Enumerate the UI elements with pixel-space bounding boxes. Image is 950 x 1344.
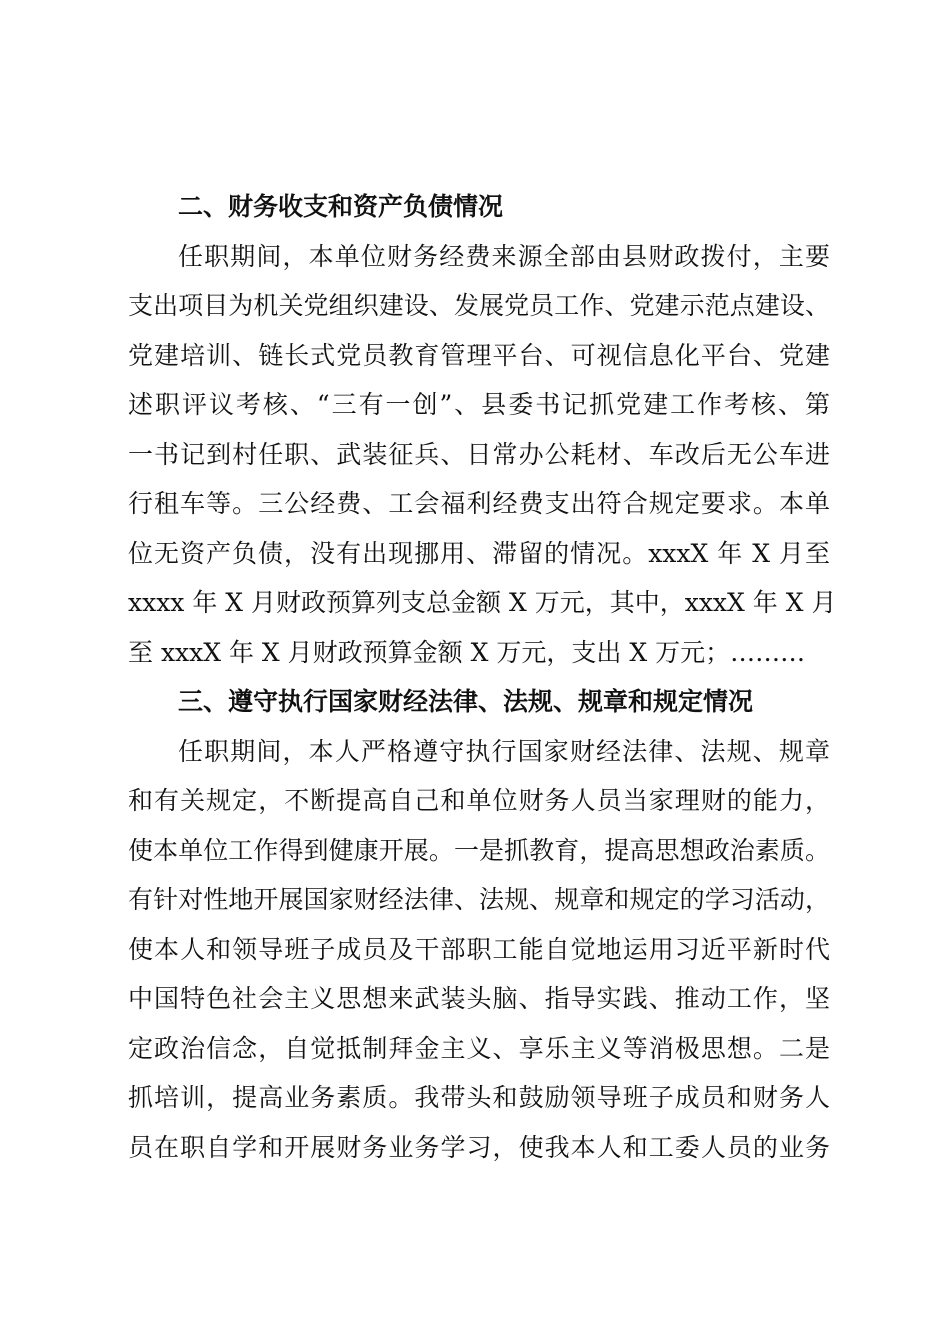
paragraph-line: 一书记到村任职、武装征兵、日常办公耗材、车改后无公车进 (128, 439, 830, 469)
paragraph-line: 行租车等。三公经费、工会福利经费支出符合规定要求。本单 (128, 489, 830, 518)
paragraph-line: 任职期间，本单位财务经费来源全部由县财政拨付，主要 (178, 241, 830, 271)
paragraph-line: 定政治信念，自觉抵制拜金主义、享乐主义等消极思想。二是 (128, 1033, 830, 1063)
paragraph-line: xxxx 年 X 月财政预算列支总金额 X 万元，其中，xxxX 年 X 月 (128, 588, 837, 617)
paragraph-line: 使本人和领导班子成员及干部职工能自觉地运用习近平新时代 (128, 934, 830, 964)
paragraph-line: 中国特色社会主义思想来武装头脑、指导实践、推动工作，坚 (128, 984, 830, 1013)
paragraph-line: 使本单位工作得到健康开展。一是抓教育，提高思想政治素质。 (128, 835, 830, 865)
paragraph-line: 员在职自学和开展财务业务学习，使我本人和工委人员的业务 (128, 1132, 830, 1162)
paragraph-line: 抓培训，提高业务素质。我带头和鼓励领导班子成员和财务人 (128, 1083, 830, 1112)
paragraph-line: 党建培训、链长式党员教育管理平台、可视信息化平台、党建 (128, 340, 830, 370)
paragraph-line: 述职评议考核、“三有一创”、县委书记抓党建工作考核、第 (128, 390, 830, 419)
paragraph-line: 支出项目为机关党组织建设、发展党员工作、党建示范点建设、 (128, 291, 830, 320)
paragraph-line: 任职期间，本人严格遵守执行国家财经法律、法规、规章 (178, 736, 830, 766)
section-2-heading: 二、财务收支和资产负债情况 (178, 192, 504, 221)
paragraph-line: 和有关规定，不断提高自己和单位财务人员当家理财的能力， (128, 786, 830, 815)
section-3-heading: 三、遵守执行国家财经法律、法规、规章和规定情况 (178, 687, 754, 716)
paragraph-line: 位无资产负债，没有出现挪用、滞留的情况。xxxX 年 X 月至 (128, 538, 830, 568)
paragraph-line: 有针对性地开展国家财经法律、法规、规章和规定的学习活动， (128, 885, 830, 914)
document-body (128, 182, 837, 1172)
paragraph-line: 至 xxxX 年 X 月财政预算金额 X 万元，支出 X 万元；……… (128, 637, 806, 667)
